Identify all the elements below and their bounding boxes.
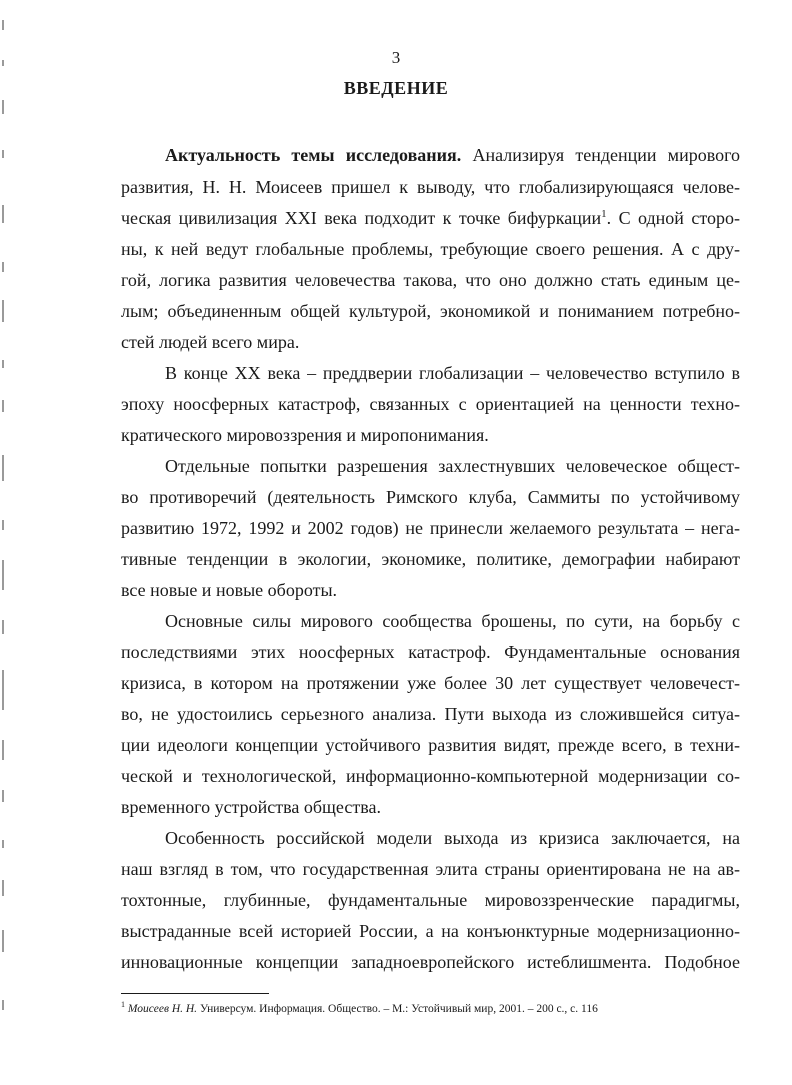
text-line: Отдельные попытки разрешения захлестнувших человеческое общест- (165, 456, 740, 476)
page-title: ВВЕДЕНИЕ (343, 78, 449, 98)
footnote-divider (121, 993, 269, 994)
text-line: инновационные концепции западноевропейского истеблишмента. Подобное (121, 952, 740, 972)
text-line: последствиями этих ноосферных катастроф. Фундаментальные основания (121, 642, 740, 662)
text-span: . С одной сторо- (606, 208, 740, 228)
text-line: Особенность российской модели выхода из кризиса заключается, на (165, 828, 740, 848)
text-line: В конце XX века – преддверии глобализации – человечество вступило в (165, 363, 740, 383)
section-title: Актуальность темы исследования. (165, 145, 462, 165)
footnote-ref[interactable]: 1 (601, 208, 607, 220)
text-span: Анализируя тенденции мирового (461, 145, 741, 165)
text-line: развития, Н. Н. Моисеев пришел к выводу, что глобализирующаяся челове- (121, 177, 740, 197)
text-line: кризиса, в котором на протяжении уже более 30 лет существует человечест- (121, 673, 740, 693)
text-line: Основные силы мирового сообщества брошены, по сути, на борьбу с (165, 611, 740, 631)
text-span: ческая цивилизация XXI века подходит к точке бифуркации (121, 208, 602, 228)
page-number: 3 (391, 48, 401, 67)
text-line: во, не удостоились серьезного анализа. Пути выхода из сложившейся ситуа- (121, 704, 740, 724)
footnote (121, 1001, 681, 1017)
footnote-author: Моисеев Н. Н. (127, 1003, 198, 1015)
text-line: ческой и технологической, информационно-компьютерной модернизации со- (121, 766, 740, 786)
text-line: эпоху ноосферных катастроф, связанных с ориентацией на ценности техно- (121, 394, 740, 414)
text-line: развитию 1972, 1992 и 2002 годов) не принесли желаемого результата – нега- (121, 518, 740, 538)
text-line: ции идеологи концепции устойчивого развития видят, прежде всего, в техни- (121, 735, 740, 755)
text-line: наш взгляд в том, что государственная элита страны ориентирована не на ав- (121, 859, 740, 879)
text-line (165, 144, 740, 166)
scan-margin-artifacts (2, 0, 16, 1085)
text-line: кратического мировоззрения и миропонимания. (121, 425, 489, 445)
text-line: гой, логика развития человечества такова, что оно должно стать единым це- (121, 270, 740, 290)
text-line: лым; объединенным общей культурой, экономикой и пониманием потребно- (121, 301, 740, 321)
text-line (121, 207, 740, 229)
text-line: во противоречий (деятельность Римского клуба, Саммиты по устойчивому (121, 487, 740, 507)
footnote-number: 1 (121, 1000, 125, 1010)
text-line: тивные тенденции в экологии, экономике, политике, демографии набирают (121, 549, 740, 569)
text-line: все новые и новые обороты. (121, 580, 338, 600)
footnote-text: Универсум. Информация. Общество. – М.: Устойчивый мир, 2001. – 200 с., с. 116 (197, 1003, 598, 1015)
text-line: стей людей всего мира. (121, 332, 300, 352)
text-line: тохтонные, глубинные, фундаментальные мировоззренческие парадигмы, (121, 890, 740, 910)
text-line: ны, к ней ведут глобальные проблемы, требующие своего решения. А с дру- (121, 239, 740, 259)
text-line: выстраданные всей историей России, а на конъюнктурные модернизационно- (121, 921, 740, 941)
text-line: временного устройства общества. (121, 797, 381, 817)
